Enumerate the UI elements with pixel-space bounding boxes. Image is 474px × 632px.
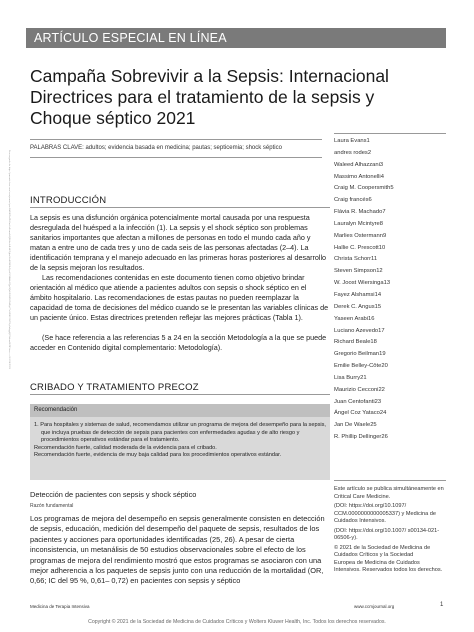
article-title <box>30 66 430 129</box>
note: (DOI: https://doi.org/10.1007/ s00134-021-06506-y). <box>334 527 440 541</box>
keywords: PALABRAS CLAVE: adultos; evidencia basada en medicina; pautas; septicemia; shock séptico <box>30 145 282 151</box>
article-type-banner: ARTÍCULO ESPECIAL EN LÍNEA <box>26 28 446 48</box>
subsection-heading: Detección de pacientes con sepsis y shock séptico <box>30 490 197 499</box>
author-name: Derek C. Angus15 <box>334 303 382 310</box>
recommendation-body <box>30 417 330 460</box>
author-name: Massimo Antonelli4 <box>334 173 384 180</box>
note: © 2021 de la Sociedad de Medicina de Cuidados Críticos y la Sociedad <box>334 544 431 558</box>
author-name: R. Phillip Dellinger26 <box>334 434 388 441</box>
download-side-note <box>4 150 12 470</box>
divider <box>30 394 330 395</box>
recommendation-item: 1. Para hospitales y sistemas de salud, recomendamos utilizar un programa de mejora del desempeño para la sepsis, que incluya pruebas de detección de sepsis para pacientes con enfermedades agudas y de alto riesgo y procedimientos operativos estándar para el tratamiento. <box>34 422 326 444</box>
paragraph: Las recomendaciones contenidas en este documento tienen como objetivo brindar orientación al médico que atiende a pacientes adultos con sepsis o shock séptico en el ámbito hospitalario. Las recomendaciones de estas pautas no pueden reemplazar la capacidad de toma de decisiones del médico cuando se le presentan las variables clínicas de un paciente único. Estas directrices pretenden reflejar las mejores prácticas (Tabla 1). <box>30 273 329 322</box>
author-list <box>334 136 444 444</box>
recommendation-box <box>30 404 330 480</box>
note: Este artículo se publica simultáneamente en Critical Care Medicine. <box>334 486 444 500</box>
divider <box>334 480 446 481</box>
title-line: Campaña Sobrevivir a la Sepsis: Internacional <box>30 66 389 86</box>
author-name: Laura Evans1 <box>334 138 370 144</box>
author-name: Steven Simpson12 <box>334 268 383 275</box>
author-name: Craig M. Coopersmith5 <box>334 185 394 192</box>
author-name: Craig francés6 <box>334 197 372 204</box>
author-name: Gregorio Beilman19 <box>334 351 386 358</box>
author-name: Waleed Alhazzani3 <box>334 161 384 168</box>
section-heading-intro: INTRODUCCIÓN <box>30 195 107 206</box>
journal-url: www.ccmjournal.org <box>354 604 395 609</box>
page-number: 1 <box>440 602 444 608</box>
author-name: W. Joost Wiersinga13 <box>334 280 391 287</box>
author-name: Hallie C. Prescott10 <box>334 244 386 251</box>
divider <box>30 157 322 158</box>
rationale-label: Razón fundamental <box>30 503 74 509</box>
title-line: Choque séptico 2021 <box>30 108 196 128</box>
author-name: Richard Beale18 <box>334 339 377 346</box>
author-name: Flávia R. Machado7 <box>334 209 386 216</box>
recommendation-strength: Recomendación fuerte, evidencia de muy baja calidad para los procedimientos operativos estándar. <box>34 452 282 459</box>
recommendation-header: Recomendación <box>30 404 330 417</box>
note: (DOI: https://doi.org/10.1097/ CCM.0000000000005337) y Medicina de Cuidados Intensivos. <box>334 503 436 524</box>
author-name: Maurizio Cecconi22 <box>334 386 385 393</box>
author-name: Juan Centofanti23 <box>334 398 382 405</box>
journal-name: Medicina de Terapia Intensiva <box>30 604 90 609</box>
divider <box>30 139 322 140</box>
divider <box>30 207 330 208</box>
divider <box>334 133 446 134</box>
author-name: Marlies Ostermann9 <box>334 232 387 239</box>
author-name: Fayez Alshamsi14 <box>334 291 382 298</box>
author-name: Emilie Belley-Côte20 <box>334 363 388 370</box>
author-name: Yaseen Arabi16 <box>334 315 375 322</box>
paragraph: (Se hace referencia a las referencias 5 a 24 en la sección Metodología a la que se puede acceder en Contenido digital complementario: Metodología). <box>30 333 327 352</box>
author-name: Lisa Burry21 <box>334 374 367 381</box>
note: Europea de Medicina de Cuidados Intensivos. Reservados todos los derechos. <box>334 559 443 573</box>
paragraph: La sepsis es una disfunción orgánica potencialmente mortal causada por una respuesta desregulada del huésped a la infección (1). La sepsis y el shock séptico son problemas sanitarios importantes que afectan a millones de personas en todo el mundo cada año y matan a entre uno de cada tres y uno de cada seis de las personas afectadas (2–4). La identificación temprana y el manejo adecuado en las primeras horas posteriores al desarrollo de la sepsis mejoran los resultados. <box>30 213 327 272</box>
section-heading-screening: CRIBADO Y TRATAMIENTO PRECOZ <box>30 382 199 393</box>
copyright-notice: Copyright © 2021 de la Sociedad de Medicina de Cuidados Críticos y Wolters Kluwer Health, Inc. Todos los derechos reservados. <box>88 619 386 625</box>
rationale-body: Los programas de mejora del desempeño en sepsis generalmente consisten en detección de sepsis, educación, medición del desempeño del paquete de sepsis, resultados de los pacientes y acciones para oportunidades identificadas (25, 26). A pesar de cierta inconsistencia, un metanálisis de 50 estudios observacionales sobre el efecto de los programas de mejora del rendimiento mostró que estos programas se asociaron con una mejor adherencia a los paquetes de sepsis junto con una reducción de la mortalidad (OR, 0,66; IC del 95 %, 0,61– 0,72) en pacientes con sepsis y séptico <box>30 514 325 586</box>
title-line: Directrices para el tratamiento de la sepsis y <box>30 87 375 107</box>
intro-body <box>30 213 330 353</box>
author-name: Christa Schorr11 <box>334 256 378 263</box>
author-name: Luciano Azevedo17 <box>334 327 385 334</box>
publication-notes <box>334 486 444 577</box>
recommendation-strength: Recomendación fuerte, calidad moderada de la evidencia para el cribado. <box>34 444 217 451</box>
author-name: Ángel Coz Yataco24 <box>334 410 387 417</box>
author-name: Jan De Waele25 <box>334 422 377 429</box>
author-name: andres rodes2 <box>334 149 372 156</box>
side-note-text: Descargado de http://journals.lww.com/ccmjournal por BhDMf5ePHKav1zEoum1tQfN4a+kJLhEZgbsIHo4XMi0hCywCX1AWnYQp/IlQrHD3i3D0OdRyi7TvSFl4Cf3VC1y0abggQZXdtwnfKZBYtws= el 10/04/2021 <box>8 150 10 370</box>
author-name: Lauralyn Mcintyre8 <box>334 220 383 227</box>
